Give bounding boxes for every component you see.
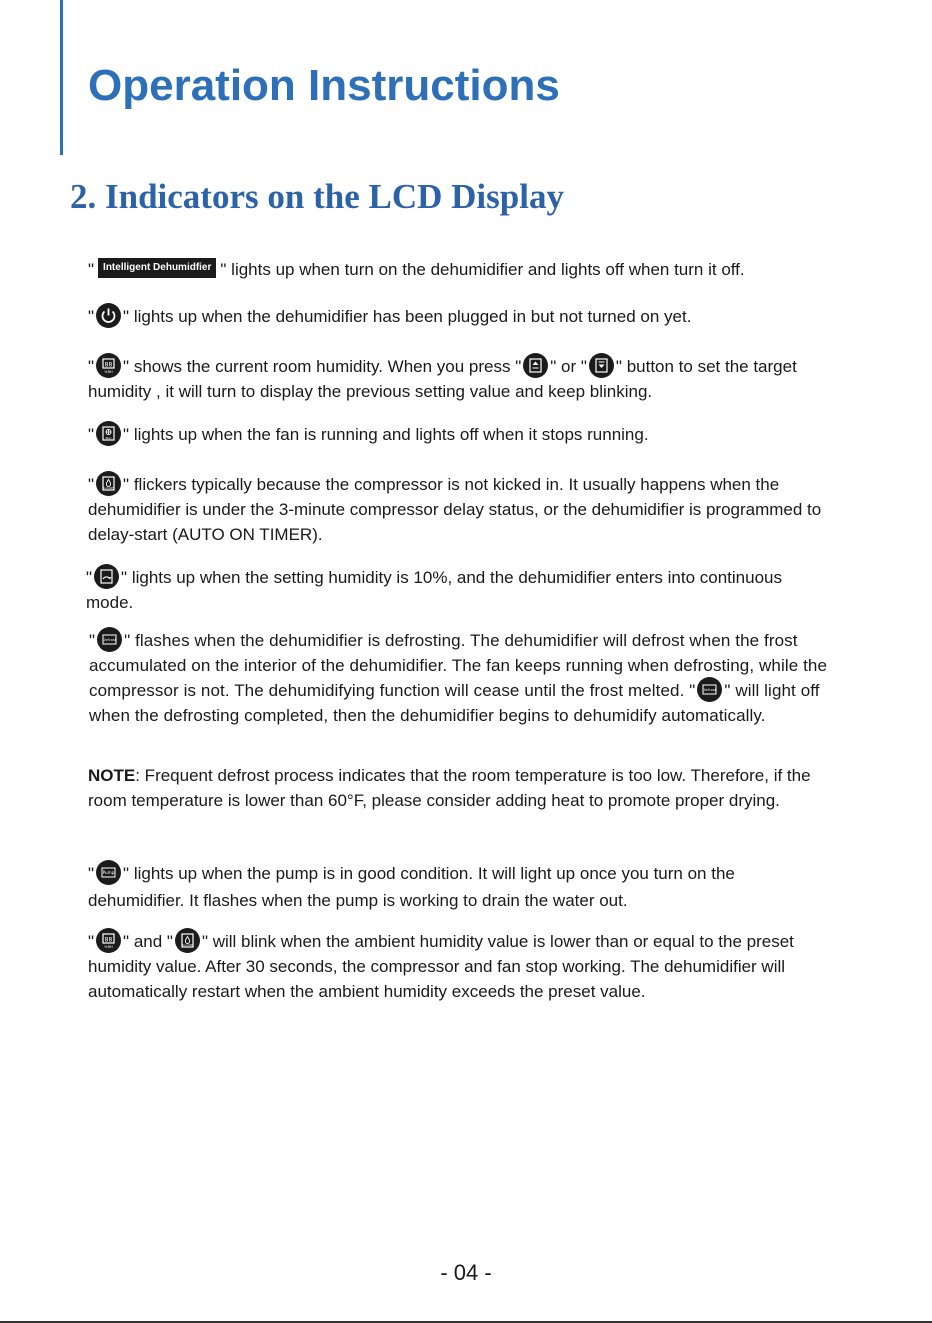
page-title: Operation Instructions: [88, 61, 560, 110]
humidity-display-icon: [96, 928, 121, 953]
indicator-power: " " lights up when the dehumidifier has been plugged in but not turned on yet.: [88, 305, 848, 330]
svg-text:%RH: %RH: [104, 370, 113, 375]
indicator-compressor: " Humidify " flickers typically because the compressor is not kicked in. It usually happens when the dehumidifier is under the 3-minute compressor delay status, or the dehumidifier is programmed to delay-start (AUTO ON TIMER).: [88, 473, 840, 547]
indicator-intelligent: " Intelligent Dehumidfier " lights up when turn on the dehumidifier and lights off when turn it off.: [88, 258, 868, 283]
down-button-icon: [589, 353, 614, 378]
indicator-humidity: " 88 %RH " shows the current room humidity. When you press " " or " " button to set the target humidity , it will turn to display the previous setting value and keep blinking.: [88, 355, 833, 405]
side-accent-rule: [60, 0, 63, 155]
up-button-icon: [523, 353, 548, 378]
continuous-mode-icon: [94, 564, 119, 589]
svg-text:%RH: %RH: [104, 945, 113, 950]
page-number: - 04 -: [440, 1260, 492, 1285]
svg-text:Pump: Pump: [102, 870, 115, 876]
indicator-continuous: " " lights up when the setting humidity is 10%, and the dehumidifier enters into continuous mode.: [86, 566, 786, 616]
svg-text:Run: Run: [105, 436, 112, 441]
section-title: 2. Indicators on the LCD Display: [70, 177, 564, 216]
compressor-icon: [96, 471, 121, 496]
power-icon: [96, 303, 121, 328]
svg-text:Defrost: Defrost: [102, 638, 117, 643]
indicator-fan: " Run " lights up when the fan is running and lights off when it stops running.: [88, 423, 848, 448]
fan-icon: [96, 421, 121, 446]
humidity-display-icon: [96, 353, 121, 378]
intelligent-dehumidifier-badge: Intelligent Dehumidfier: [98, 258, 216, 278]
defrost-icon: [697, 677, 722, 702]
svg-text:88: 88: [104, 361, 113, 369]
svg-text:Humidify: Humidify: [102, 486, 115, 491]
indicator-defrost: " Defrost " flashes when the dehumidifier is defrosting. The dehumidifier will defrost when the frost accumulated on the interior of the dehumidifier. The fan keeps running when defrosting, while the compressor is not. The dehumidifying function will cease until the frost melted. " Defrost " will light off when the defrosting completed, then the dehumidifier begins to dehumidify automatically.: [89, 629, 841, 728]
pump-icon: [96, 860, 121, 885]
indicator-blink: " 88 %RH " and " Humidify " will blink when the ambient humidity value is lower than or equal to the preset humidity value. After 30 seconds, the compressor and fan stop working. The dehumidifier will automatically restart when the ambient humidity exceeds the preset value.: [88, 930, 840, 1004]
svg-text:Humidify: Humidify: [181, 943, 194, 948]
compressor-icon: [175, 928, 200, 953]
svg-text:Defrost: Defrost: [703, 687, 717, 692]
svg-text:88: 88: [104, 936, 113, 944]
defrost-note: NOTE: Frequent defrost process indicates that the room temperature is too low. Therefore, if the room temperature is lower than 60°F, please consider adding heat to promote proper drying.: [88, 766, 811, 810]
note-label: NOTE: [88, 766, 136, 785]
defrost-icon: [97, 627, 122, 652]
indicator-pump: " Pump " lights up when the pump is in good condition. It will light up once you turn on the dehumidifier. It flashes when the pump is working to drain the water out.: [88, 860, 828, 914]
